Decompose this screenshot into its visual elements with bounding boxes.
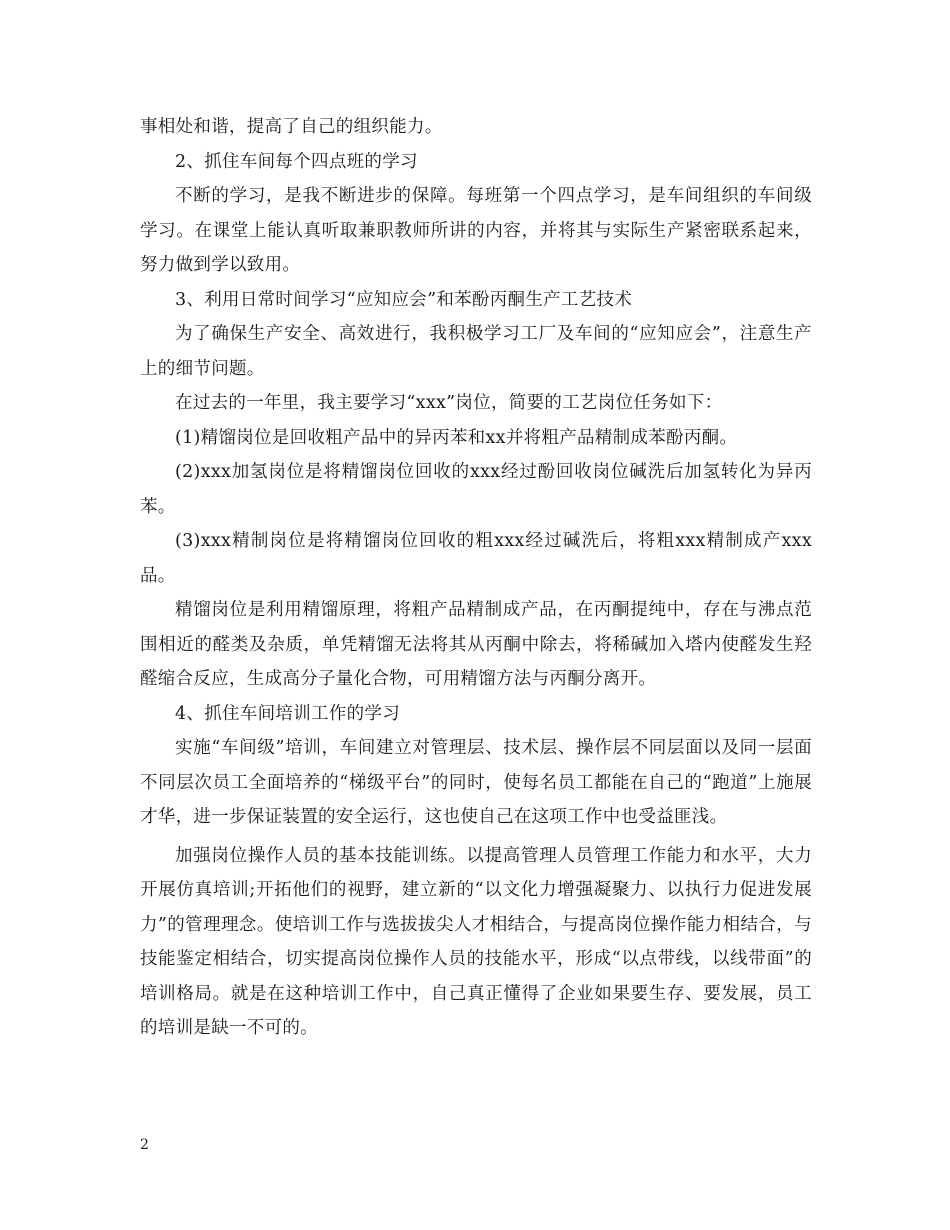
list-item: (3)xxx精制岗位是将精馏岗位回收的粗xxx经过碱洗后，将粗xxx精制成产xxx品。: [140, 531, 812, 586]
section-heading: 4、抓住车间培训工作的学习: [175, 703, 401, 724]
paragraph: 事相处和谐，提高了自己的组织能力。: [140, 117, 443, 137]
paragraph: 加强岗位操作人员的基本技能训练。以提高管理人员管理工作能力和水平，大力开展仿真培训;开拓他们的视野，建立新的“以文化力增强凝聚力、以执行力促进发展力”的管理理念。使培训工作与选拔拔尖人才相结合，与提高岗位操作能力相结合，与技能鉴定相结合，切实提高岗位操作人员的技能水平，形成“以点带线，以线带面”的培训格局。就是在这种培训工作中，自己真正懂得了企业如果要生存、要发展，员工的培训是缺一不可的。: [140, 845, 812, 1038]
section-heading: 3、利用日常时间学习“应知应会”和苯酚丙酮生产工艺技术: [175, 289, 633, 310]
paragraph: 在过去的一年里，我主要学习“xxx”岗位，简要的工艺岗位任务如下：: [175, 393, 723, 413]
list-item: (2)xxx加氢岗位是将精馏岗位回收的xxx经过酚回收岗位碱洗后加氢转化为异丙苯。: [140, 462, 812, 517]
paragraph: 实施“车间级”培训，车间建立对管理层、技术层、操作层不同层面以及同一层面不同层次员工全面培养的“梯级平台”的同时，使每名员工都能在自己的“跑道”上施展才华，进一步保证装置的安全运行，这也使自己在这项工作中也受益匪浅。: [140, 738, 812, 827]
paragraph: 精馏岗位是利用精馏原理，将粗产品精制成产品，在丙酮提纯中，存在与沸点范围相近的醛类及杂质，单凭精馏无法将其从丙酮中除去，将稀碱加入塔内使醛发生羟醛缩合反应，生成高分子量化合物，可用精馏方法与丙酮分离开。: [140, 600, 812, 689]
document-body: [140, 110, 812, 1046]
paragraph: 不断的学习，是我不断进步的保障。每班第一个四点学习，是车间组织的车间级学习。在课堂上能认真听取兼职教师所讲的内容，并将其与实际生产紧密联系起来，努力做到学以致用。: [140, 186, 812, 275]
page-number: 2: [140, 1137, 149, 1153]
paragraph: 为了确保生产安全、高效进行，我积极学习工厂及车间的“应知应会”，注意生产上的细节问题。: [140, 324, 812, 379]
section-heading: 2、抓住车间每个四点班的学习: [175, 151, 418, 172]
list-item: (1)精馏岗位是回收粗产品中的异丙苯和xx并将粗产品精制成苯酚丙酮。: [175, 427, 738, 448]
